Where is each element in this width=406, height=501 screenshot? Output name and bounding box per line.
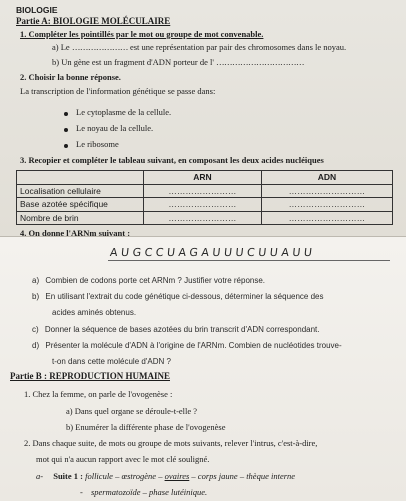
- q1a-prefix: a) Le: [52, 42, 70, 52]
- q4-item-a: a) Combien de codons porte cet ARNm ? Justifier votre réponse.: [32, 276, 266, 285]
- q2-option-3: Le ribosome: [76, 139, 119, 149]
- partb-question-2-cont: mot qui n'a aucun rapport avec le mot clé souligné.: [36, 454, 210, 464]
- suite-letter: a-: [36, 471, 44, 481]
- adn-blank: ………………………: [261, 198, 392, 212]
- row-label: Localisation cellulaire: [17, 184, 144, 198]
- question-2-label: 2. Choisir la bonne réponse.: [20, 72, 121, 82]
- adn-blank: ………………………: [261, 184, 392, 198]
- bullet-icon: [64, 144, 68, 148]
- q2-option-2: Le noyau de la cellule.: [76, 123, 154, 133]
- subject-header: BIOLOGIE: [16, 5, 58, 15]
- partb-q1-b: b) Enumérer la différente phase de l'ovogenèse: [66, 422, 226, 432]
- arn-blank: ……………………: [144, 184, 262, 198]
- partb-question-1: 1. Chez la femme, on parle de l'ovogenèse :: [24, 389, 173, 399]
- table-row: [17, 211, 393, 225]
- sequence-underline: [108, 260, 390, 261]
- suite-1-line: [36, 471, 295, 481]
- question-1-label: 1. Compléter les pointillés par le mot ou groupe de mot convenable.: [20, 29, 264, 39]
- table-header-adn: ADN: [261, 171, 392, 185]
- row-label: Base azotée spécifique: [17, 198, 144, 212]
- partb-question-2: 2. Dans chaque suite, de mots ou groupe de mots suivants, relever l'intrus, c'est-à-dire,: [24, 438, 318, 448]
- table-header-row: [17, 171, 393, 185]
- table-header-empty: [17, 171, 144, 185]
- q1a-suffix: est une représentation par pair des chromosomes dans le noyau.: [129, 42, 347, 52]
- suite-keyword: ovaires: [164, 471, 190, 481]
- partb-q1-a: a) Dans quel organe se déroule-t-elle ?: [66, 406, 198, 416]
- question-3-label: 3. Recopier et compléter le tableau suivant, en composant les deux acides nucléiques: [20, 155, 324, 165]
- q1b-prefix: b) Un gène est un fragment d'ADN porteur de l': [52, 57, 214, 67]
- question-4-label: 4. On donne l'ARNm suivant :: [20, 228, 131, 238]
- question-1a: [52, 42, 346, 52]
- row-label: Nombre de brin: [17, 211, 144, 225]
- bullet-icon: [64, 128, 68, 132]
- q4-item-d: d) Présenter la molécule d'ADN à l'origine de l'ARNm. Combien de nucléotides trouve-: [32, 341, 342, 350]
- q1b-blank: ……………………………: [216, 57, 305, 67]
- question-1b: [52, 57, 304, 67]
- table-row: [17, 184, 393, 198]
- part-b-title: Partie B : REPRODUCTION HUMAINE: [10, 371, 170, 381]
- mrna-sequence: AUGCCUAGAUUUCUUAUU: [109, 246, 317, 259]
- part-a-title: Partie A: BIOLOGIE MOLÉCULAIRE: [16, 16, 171, 26]
- arn-blank: ……………………: [144, 198, 262, 212]
- suite-text-b: – corps jaune – thèque interne: [191, 471, 296, 481]
- adn-blank: ………………………: [261, 211, 392, 225]
- table-row: [17, 198, 393, 212]
- suite-1-line-2: - spermatozoïde – phase lutéinique.: [80, 487, 208, 497]
- question-2-stem: La transcription de l'information génétique se passe dans:: [20, 86, 216, 96]
- table-header-arn: ARN: [144, 171, 262, 185]
- q4-item-b-cont: acides aminés obtenus.: [52, 308, 137, 317]
- q4-item-b: b) En utilisant l'extrait du code génétique ci-dessous, déterminer la séquence des: [32, 292, 324, 301]
- arn-blank: ……………………: [144, 211, 262, 225]
- bullet-icon: [64, 112, 68, 116]
- q2-option-1: Le cytoplasme de la cellule.: [76, 107, 172, 117]
- q4-item-c: c) Donner la séquence de bases azotées du brin transcrit d'ADN correspondant.: [32, 325, 320, 334]
- q1a-blank: …………………: [71, 42, 128, 52]
- q4-item-d-cont: t-on dans cette molécule d'ADN ?: [52, 357, 171, 366]
- nucleic-acid-table: [16, 170, 393, 225]
- suite-label: Suite 1 :: [53, 471, 83, 481]
- suite-text-a: follicule – œstrogène –: [85, 471, 163, 481]
